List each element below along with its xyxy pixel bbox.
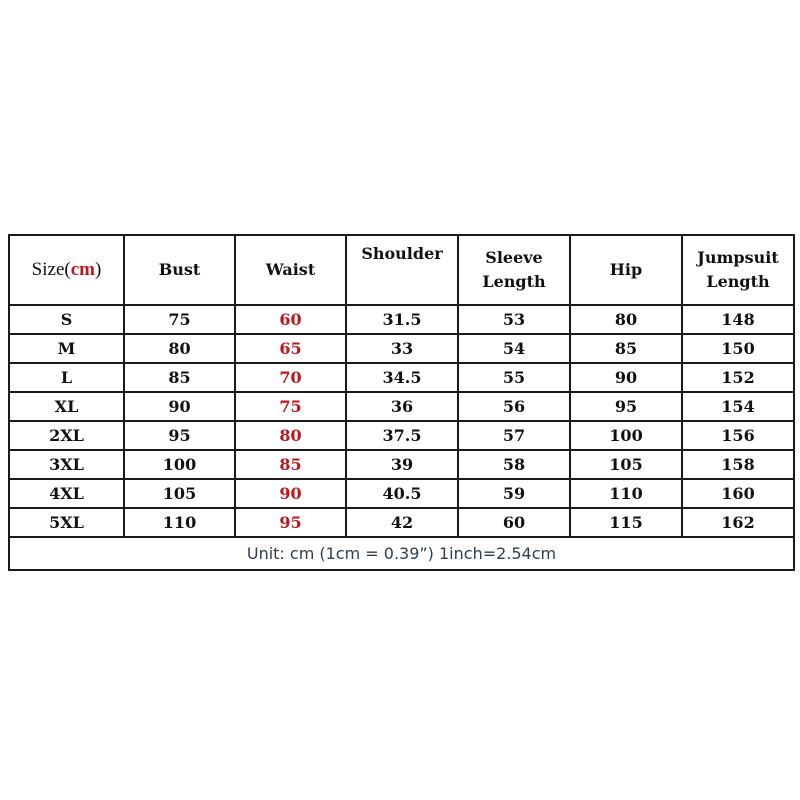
shoulder-cell: 39 (346, 450, 458, 479)
sleeve-length-cell: 54 (458, 334, 570, 363)
jumpsuit-length-cell: 156 (682, 421, 794, 450)
waist-column-header: Waist (235, 235, 346, 305)
size-cell: 3XL (9, 450, 124, 479)
jumpsuit-length-cell: 154 (682, 392, 794, 421)
hip-cell: 100 (570, 421, 682, 450)
bust-cell: 85 (124, 363, 235, 392)
hip-cell: 95 (570, 392, 682, 421)
sleeve-length-column-header (458, 235, 570, 305)
size-header-suffix: ) (94, 259, 102, 281)
hip-cell: 105 (570, 450, 682, 479)
bust-cell: 90 (124, 392, 235, 421)
table-row (9, 363, 794, 392)
shoulder-header-label: Shoulder (361, 244, 443, 263)
sleeve-length-cell: 57 (458, 421, 570, 450)
size-cell: 5XL (9, 508, 124, 537)
size-table-body (9, 305, 794, 537)
sleeve-length-cell: 58 (458, 450, 570, 479)
table-row (9, 450, 794, 479)
waist-cell: 60 (235, 305, 346, 334)
size-header-prefix: Size( (31, 259, 71, 281)
hip-cell: 110 (570, 479, 682, 508)
shoulder-cell: 31.5 (346, 305, 458, 334)
bust-column-header: Bust (124, 235, 235, 305)
size-cell: XL (9, 392, 124, 421)
shoulder-cell: 42 (346, 508, 458, 537)
waist-cell: 75 (235, 392, 346, 421)
bust-cell: 110 (124, 508, 235, 537)
table-row (9, 334, 794, 363)
sleeve-header-line2: Length (482, 272, 546, 291)
table-row (9, 392, 794, 421)
footer-row (9, 537, 794, 570)
table-row (9, 421, 794, 450)
jumpsuit-length-cell: 160 (682, 479, 794, 508)
jumpsuit-header-line2: Length (706, 272, 770, 291)
jumpsuit-length-column-header (682, 235, 794, 305)
shoulder-cell: 37.5 (346, 421, 458, 450)
table-row (9, 508, 794, 537)
jumpsuit-length-cell: 150 (682, 334, 794, 363)
table-row (9, 305, 794, 334)
jumpsuit-length-cell: 162 (682, 508, 794, 537)
jumpsuit-header-line1: Jumpsuit (697, 248, 779, 267)
bust-cell: 75 (124, 305, 235, 334)
unit-conversion-note: Unit: cm (1cm = 0.39”) 1inch=2.54cm (9, 537, 794, 570)
waist-cell: 65 (235, 334, 346, 363)
hip-cell: 90 (570, 363, 682, 392)
bust-cell: 105 (124, 479, 235, 508)
hip-cell: 80 (570, 305, 682, 334)
sleeve-length-cell: 53 (458, 305, 570, 334)
size-chart-table (8, 234, 795, 571)
sleeve-length-cell: 55 (458, 363, 570, 392)
shoulder-cell: 33 (346, 334, 458, 363)
waist-cell: 95 (235, 508, 346, 537)
jumpsuit-length-cell: 148 (682, 305, 794, 334)
waist-cell: 85 (235, 450, 346, 479)
bust-cell: 100 (124, 450, 235, 479)
size-cell: 4XL (9, 479, 124, 508)
size-cell: L (9, 363, 124, 392)
shoulder-column-header (346, 235, 458, 305)
jumpsuit-length-cell: 158 (682, 450, 794, 479)
waist-cell: 90 (235, 479, 346, 508)
waist-cell: 70 (235, 363, 346, 392)
size-cell: 2XL (9, 421, 124, 450)
size-column-header (9, 235, 124, 305)
size-cell: M (9, 334, 124, 363)
hip-cell: 85 (570, 334, 682, 363)
bust-cell: 95 (124, 421, 235, 450)
shoulder-cell: 36 (346, 392, 458, 421)
table-row (9, 479, 794, 508)
shoulder-cell: 40.5 (346, 479, 458, 508)
sleeve-length-cell: 60 (458, 508, 570, 537)
bust-cell: 80 (124, 334, 235, 363)
size-cell: S (9, 305, 124, 334)
shoulder-cell: 34.5 (346, 363, 458, 392)
jumpsuit-length-cell: 152 (682, 363, 794, 392)
size-header-unit: cm (70, 259, 95, 281)
sleeve-header-line1: Sleeve (485, 248, 543, 267)
hip-column-header: Hip (570, 235, 682, 305)
sleeve-length-cell: 59 (458, 479, 570, 508)
header-row (9, 235, 794, 305)
hip-cell: 115 (570, 508, 682, 537)
sleeve-length-cell: 56 (458, 392, 570, 421)
waist-cell: 80 (235, 421, 346, 450)
